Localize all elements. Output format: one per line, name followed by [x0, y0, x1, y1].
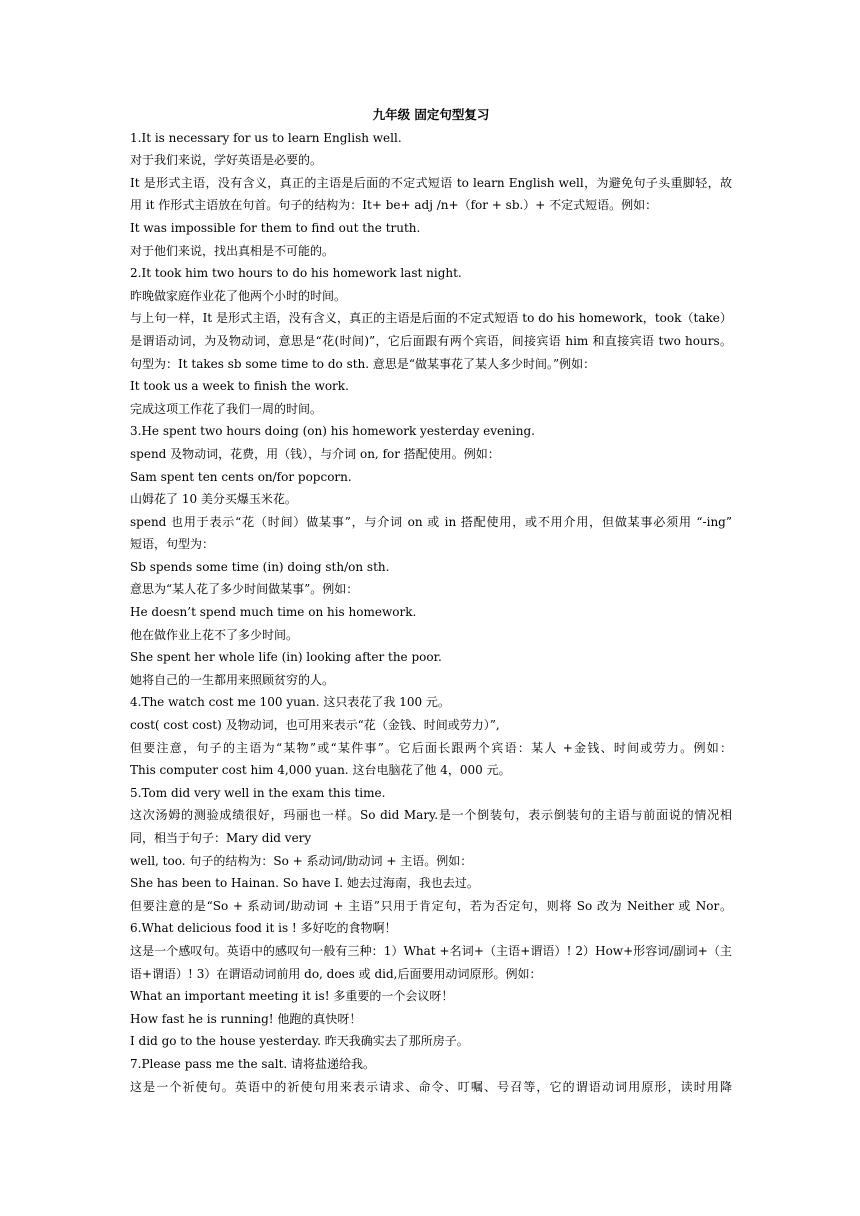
text-line: 短语，句型为：	[130, 537, 215, 552]
text-line: 意思为“某人花了多少时间做某事”。例如：	[130, 582, 359, 597]
text-line: 对于我们来说，学好英语是必要的。	[130, 153, 323, 168]
text-line: 4.The watch cost me 100 yuan. 这只表花了我 100 元。	[130, 695, 450, 710]
text-line: 1.It is necessary for us to learn English well.	[130, 130, 402, 145]
text-line: 他在做作业上花不了多少时间。	[130, 627, 299, 642]
text-line: 这是一个祈使句。英语中的祈使句用来表示请求、命令、叮嘱、号召等，它的谓语动词用原形，读时用降	[130, 1079, 732, 1094]
text-line: 语+谓语）! 3）在谓语动词前用 do, does 或 did,后面要用动词原形。例如：	[130, 966, 542, 981]
text-line: 5.Tom did very well in the exam this time.	[130, 785, 386, 800]
document-title: 九年级 固定句型复习	[372, 107, 490, 122]
text-line: 3.He spent two hours doing (on) his homework yesterday evening.	[130, 424, 535, 439]
text-line: 但要注意，句子的主语为“某物”或“某件事”。它后面长跟两个宾语：某人 +金钱、时间或劳力。例如：	[130, 740, 732, 755]
text-line: 6.What delicious food it is ! 多好吃的食物啊！	[130, 921, 397, 936]
text-line: How fast he is running! 他跑的真快呀！	[130, 1011, 362, 1026]
document-page	[130, 104, 732, 1098]
text-line: Sb spends some time (in) doing sth/on sth.	[130, 559, 390, 574]
text-line: 但要注意的是“So + 系动词/助动词 + 主语”只用于肯定句，若为否定句，则将 So 改为 Neither 或 Nor。	[130, 898, 732, 913]
text-line: She spent her whole life (in) looking after the poor.	[130, 650, 442, 665]
text-line: 完成这项工作花了我们一周的时间。	[130, 401, 323, 416]
text-line: What an important meeting it is! 多重要的一个会议呀！	[130, 989, 454, 1004]
text-line: 这次汤姆的测验成绩很好，玛丽也一样。So did Mary.是一个倒装句，表示倒装句的主语与前面说的情况相	[130, 808, 732, 823]
text-line: 句型为：It takes sb some time to do sth. 意思是“做某事花了某人多少时间。”例如：	[130, 356, 596, 371]
text-line: Sam spent ten cents on/for popcorn.	[130, 469, 352, 484]
text-line: well, too. 句子的结构为：So + 系动词/助动词 + 主语。例如：	[130, 853, 473, 868]
text-line: She has been to Hainan. So have I. 她去过海南，我也去过。	[130, 876, 479, 891]
text-line: 山姆花了 10 美分买爆玉米花。	[130, 492, 297, 507]
text-line: 是谓语动词，为及物动词，意思是“花(时间)”，它后面跟有两个宾语，间接宾语 him 和直接宾语 two hours。	[130, 333, 732, 348]
document-body	[130, 127, 732, 1099]
text-line: 7.Please pass me the salt. 请将盐递给我。	[130, 1056, 376, 1071]
text-line: This computer cost him 4,000 yuan. 这台电脑花了他 4，000 元。	[130, 763, 511, 778]
text-line: 她将自己的一生都用来照顾贫穷的人。	[130, 672, 335, 687]
text-line: It took us a week to finish the work.	[130, 379, 349, 394]
text-line: 这是一个感叹句。英语中的感叹句一般有三种：1）What +名词+（主语+谓语）! 2）How+形容词/副词+（主	[130, 943, 732, 958]
text-line: spend 也用于表示“花（时间）做某事”，与介词 on 或 in 搭配使用，或不用介用，但做某事必须用 “-ing”	[130, 514, 732, 529]
text-line: spend 及物动词，花费，用（钱），与介词 on, for 搭配使用。例如：	[130, 446, 500, 461]
text-line: It was impossible for them to find out the truth.	[130, 220, 421, 235]
text-line: I did go to the house yesterday. 昨天我确实去了那所房子。	[130, 1034, 469, 1049]
text-line: It 是形式主语，没有含义，真正的主语是后面的不定式短语 to learn English well，为避免句子头重脚轻，故	[130, 175, 732, 190]
text-line: cost( cost cost) 及物动词，也可用来表示“花（金钱、时间或劳力）”,	[130, 718, 500, 733]
text-line: He doesn’t spend much time on his homework.	[130, 605, 417, 620]
text-line: 昨晚做家庭作业花了他两个小时的时间。	[130, 288, 347, 303]
text-line: 同，相当于句子：Mary did very	[130, 831, 312, 845]
text-line: 2.It took him two hours to do his homework last night.	[130, 266, 462, 281]
text-line: 用 it 作形式主语放在句首。句子的结构为：It+ be+ adj /n+（for + sb.）+ 不定式短语。例如：	[130, 198, 658, 213]
text-line: 对于他们来说，找出真相是不可能的。	[130, 243, 335, 258]
text-line: 与上句一样，It 是形式主语，没有含义，真正的主语是后面的不定式短语 to do his homework，took（take）	[130, 311, 732, 326]
